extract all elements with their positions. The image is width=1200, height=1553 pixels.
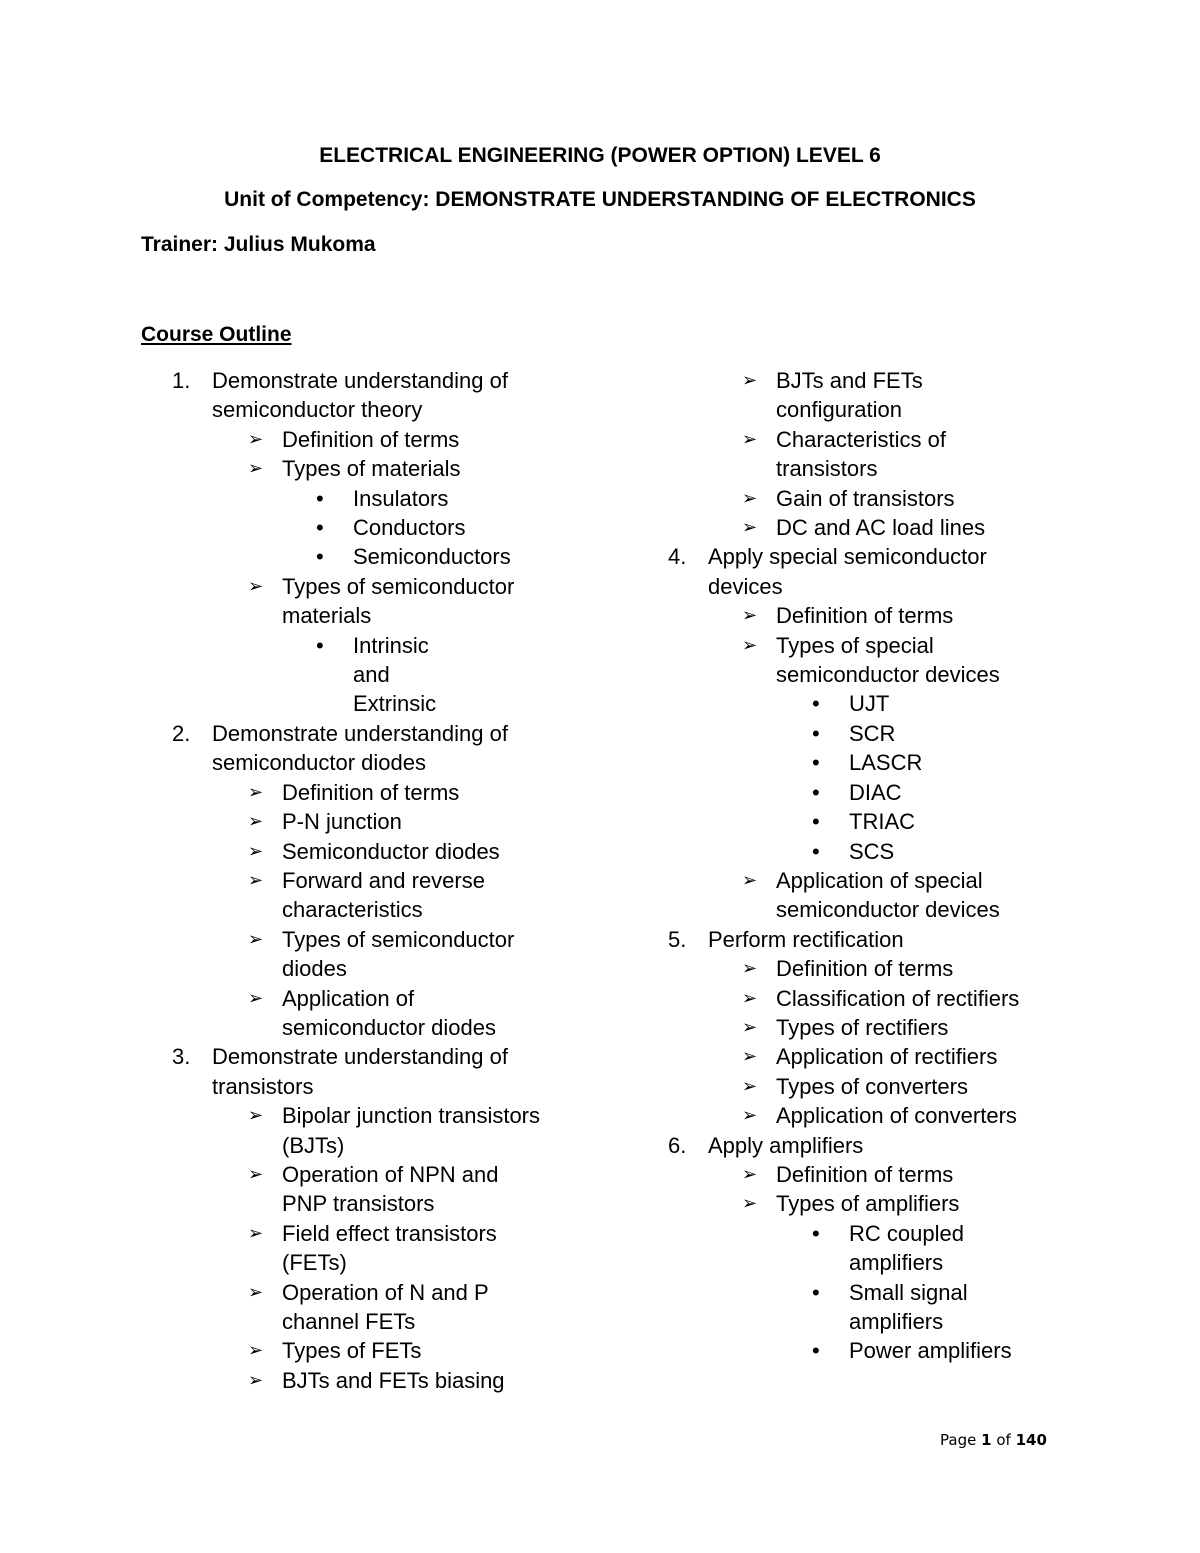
sub-list-item — [172, 484, 572, 513]
sub-list-item — [668, 778, 1088, 807]
sub-list-item — [668, 689, 1088, 718]
item-text: TRIAC — [849, 809, 915, 835]
section-title: Demonstrate understanding of transistors — [212, 1044, 508, 1099]
item-text: Field effect transistors (FETs) — [282, 1220, 497, 1276]
section-number: 6. — [668, 1132, 687, 1158]
dot-bullet-icon: • — [812, 838, 820, 864]
item-text: SCS — [849, 838, 895, 864]
arrow-bullet-icon: ➢ — [248, 1163, 264, 1184]
dot-bullet-icon: • — [316, 544, 324, 570]
item-text: LASCR — [849, 750, 923, 776]
list-item — [668, 1072, 1088, 1101]
sub-list-item — [668, 1278, 1088, 1337]
arrow-bullet-icon: ➢ — [248, 458, 264, 479]
dot-bullet-icon: • — [812, 1279, 820, 1305]
item-text: Insulators — [353, 485, 449, 511]
sub-list-item — [668, 807, 1088, 836]
item-text: DC and AC load lines — [776, 515, 986, 541]
list-item — [668, 954, 1088, 983]
list-item — [172, 572, 572, 631]
arrow-bullet-icon: ➢ — [248, 575, 264, 596]
list-item — [172, 1160, 572, 1219]
page-number: 1 — [981, 1431, 992, 1449]
item-text: Semiconductors — [353, 544, 511, 570]
dot-bullet-icon: • — [812, 809, 820, 835]
item-text: Operation of N and P channel FETs — [282, 1279, 489, 1334]
section-number: 5. — [668, 926, 687, 952]
item-text: Application of semiconductor diodes — [282, 985, 497, 1040]
list-item — [172, 1278, 572, 1337]
item-text: Characteristics of transistors — [776, 426, 946, 482]
arrow-bullet-icon: ➢ — [742, 958, 758, 979]
list-item — [668, 1013, 1088, 1042]
list-item — [668, 484, 1088, 513]
list-item — [668, 513, 1088, 542]
item-text: Definition of terms — [776, 956, 954, 982]
document-title: ELECTRICAL ENGINEERING (POWER OPTION) LEVEL 6 — [319, 144, 881, 167]
dot-bullet-icon: • — [812, 779, 820, 805]
of-label: of — [996, 1431, 1011, 1449]
arrow-bullet-icon: ➢ — [248, 987, 264, 1008]
page-footer — [940, 1431, 1047, 1449]
arrow-bullet-icon: ➢ — [248, 1105, 264, 1126]
item-text: UJT — [849, 691, 890, 717]
item-text: RC coupled amplifiers — [849, 1220, 964, 1276]
item-text: BJTs and FETs configuration — [776, 368, 923, 423]
list-item — [172, 866, 572, 925]
item-text: Application of rectifiers — [776, 1044, 998, 1070]
page-total: 140 — [1015, 1431, 1047, 1449]
section-title: Apply amplifiers — [708, 1132, 864, 1158]
section-title: Apply special semiconductor devices — [708, 544, 987, 599]
list-item — [668, 425, 1088, 484]
unit-of-competency: Unit of Competency: DEMONSTRATE UNDERSTANDING OF ELECTRONICS — [224, 188, 976, 211]
item-text: Types of materials — [282, 456, 461, 482]
list-item — [172, 778, 572, 807]
dot-bullet-icon: • — [316, 515, 324, 541]
arrow-bullet-icon: ➢ — [248, 1222, 264, 1243]
page-label: Page — [940, 1431, 977, 1449]
dot-bullet-icon: • — [316, 632, 324, 658]
item-text: Types of special semiconductor devices — [776, 632, 1000, 688]
section-2 — [172, 719, 572, 778]
section-4 — [668, 542, 1088, 601]
item-text: Forward and reverse characteristics — [282, 867, 485, 923]
list-item — [172, 837, 572, 866]
list-item — [668, 1101, 1088, 1130]
item-text: Small signal amplifiers — [849, 1279, 968, 1334]
arrow-bullet-icon: ➢ — [248, 428, 264, 449]
section-6 — [668, 1131, 1088, 1160]
item-text: SCR — [849, 720, 896, 746]
section-title: Demonstrate understanding of semiconductor theory — [212, 368, 508, 423]
outline-right-column — [668, 366, 1088, 1366]
arrow-bullet-icon: ➢ — [742, 487, 758, 508]
item-text: Gain of transistors — [776, 485, 955, 511]
sub-list-item — [668, 748, 1088, 777]
outline-left-column — [172, 366, 572, 1395]
item-text: Types of semiconductor diodes — [282, 926, 515, 982]
arrow-bullet-icon: ➢ — [742, 987, 758, 1008]
list-item — [172, 1101, 572, 1160]
sub-list-item — [668, 837, 1088, 866]
list-item — [172, 925, 572, 984]
section-number: 3. — [172, 1044, 191, 1070]
course-outline-title: Course Outline — [141, 323, 292, 346]
arrow-bullet-icon: ➢ — [742, 1075, 758, 1096]
list-item — [172, 1336, 572, 1365]
item-text: Definition of terms — [776, 1161, 954, 1187]
item-text: Intrinsic and Extrinsic — [353, 632, 437, 717]
arrow-bullet-icon: ➢ — [248, 1340, 264, 1361]
section-number: 4. — [668, 544, 687, 570]
item-text: DIAC — [849, 779, 902, 805]
section-3 — [172, 1042, 572, 1101]
sub-list-item — [668, 1336, 1088, 1365]
section-number: 1. — [172, 368, 191, 393]
item-text: Semiconductor diodes — [282, 838, 500, 864]
item-text: P-N junction — [282, 809, 402, 835]
dot-bullet-icon: • — [812, 720, 820, 746]
list-item — [668, 601, 1088, 630]
list-item — [172, 807, 572, 836]
list-item — [172, 984, 572, 1043]
list-item — [668, 984, 1088, 1013]
arrow-bullet-icon: ➢ — [742, 370, 758, 390]
arrow-bullet-icon: ➢ — [742, 517, 758, 538]
section-5 — [668, 925, 1088, 954]
arrow-bullet-icon: ➢ — [248, 840, 264, 861]
arrow-bullet-icon: ➢ — [248, 928, 264, 949]
arrow-bullet-icon: ➢ — [248, 811, 264, 832]
item-text: Operation of NPN and PNP transistors — [282, 1161, 499, 1217]
dot-bullet-icon: • — [812, 691, 820, 717]
item-text: Bipolar junction transistors (BJTs) — [282, 1103, 541, 1158]
dot-bullet-icon: • — [812, 1338, 820, 1364]
item-text: Application of converters — [776, 1103, 1017, 1129]
item-text: Types of semiconductor materials — [282, 573, 515, 629]
trainer-name: Trainer: Julius Mukoma — [141, 233, 376, 256]
arrow-bullet-icon: ➢ — [742, 1046, 758, 1067]
list-item — [172, 1366, 572, 1395]
section-1 — [172, 366, 572, 425]
list-item — [668, 366, 1088, 425]
item-text: Power amplifiers — [849, 1338, 1012, 1364]
arrow-bullet-icon: ➢ — [248, 1369, 264, 1390]
dot-bullet-icon: • — [812, 750, 820, 776]
list-item — [668, 1189, 1088, 1218]
item-text: Application of special semiconductor devices — [776, 867, 1000, 923]
list-item — [668, 631, 1088, 690]
item-text: Types of converters — [776, 1073, 968, 1099]
item-text: Definition of terms — [282, 426, 460, 452]
sub-list-item — [172, 631, 572, 719]
sub-list-item — [668, 719, 1088, 748]
section-title: Perform rectification — [708, 926, 904, 952]
list-item — [172, 454, 572, 483]
sub-list-item — [172, 542, 572, 571]
arrow-bullet-icon: ➢ — [742, 605, 758, 626]
item-text: Definition of terms — [282, 779, 460, 805]
sub-list-item — [668, 1219, 1088, 1278]
item-text: Types of rectifiers — [776, 1014, 949, 1040]
list-item — [172, 1219, 572, 1278]
item-text: Classification of rectifiers — [776, 985, 1020, 1011]
item-text: BJTs and FETs biasing — [282, 1367, 505, 1393]
list-item — [668, 866, 1088, 925]
arrow-bullet-icon: ➢ — [742, 1163, 758, 1184]
sub-list-item — [172, 513, 572, 542]
arrow-bullet-icon: ➢ — [742, 1016, 758, 1037]
item-text: Definition of terms — [776, 603, 954, 629]
section-title: Demonstrate understanding of semiconductor diodes — [212, 720, 508, 776]
item-text: Conductors — [353, 515, 466, 541]
arrow-bullet-icon: ➢ — [742, 428, 758, 449]
arrow-bullet-icon: ➢ — [742, 1193, 758, 1214]
arrow-bullet-icon: ➢ — [742, 634, 758, 655]
arrow-bullet-icon: ➢ — [248, 781, 264, 802]
item-text: Types of FETs — [282, 1338, 422, 1364]
item-text: Types of amplifiers — [776, 1191, 960, 1217]
arrow-bullet-icon: ➢ — [742, 869, 758, 890]
list-item — [668, 1160, 1088, 1189]
arrow-bullet-icon: ➢ — [742, 1105, 758, 1126]
arrow-bullet-icon: ➢ — [248, 1281, 264, 1302]
list-item — [172, 425, 572, 454]
dot-bullet-icon: • — [316, 485, 324, 511]
list-item — [668, 1042, 1088, 1071]
arrow-bullet-icon: ➢ — [248, 869, 264, 890]
section-number: 2. — [172, 720, 191, 746]
dot-bullet-icon: • — [812, 1220, 820, 1246]
